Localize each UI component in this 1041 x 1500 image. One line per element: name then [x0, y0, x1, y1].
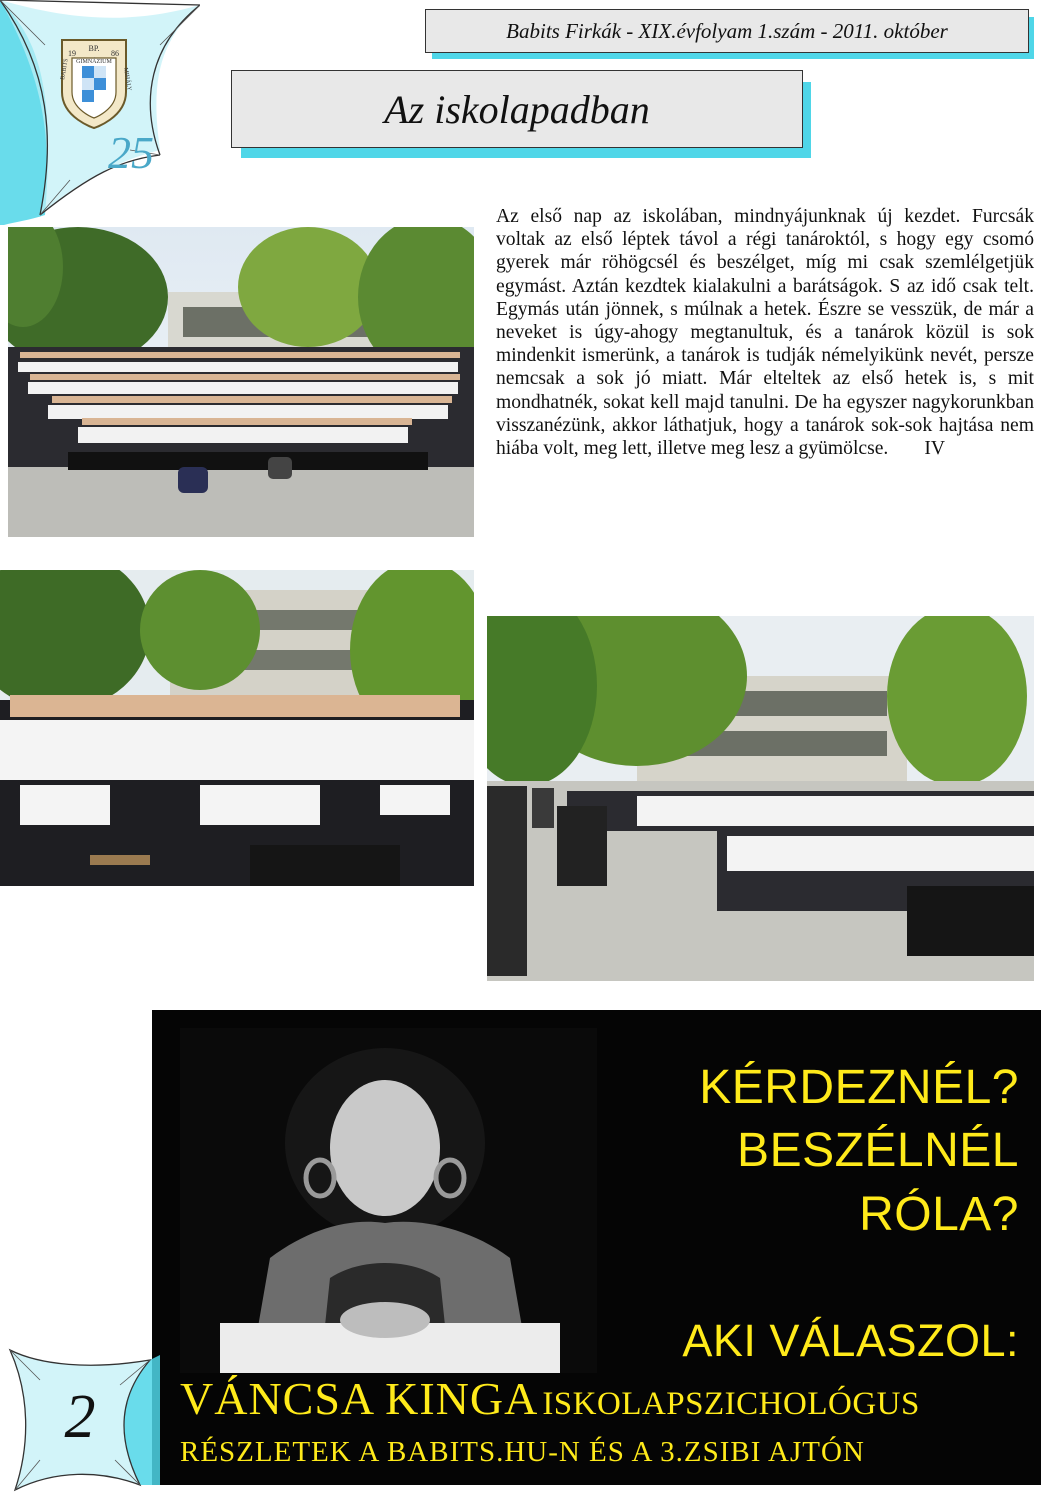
poster-name: VÁNCSA KINGA — [180, 1373, 539, 1424]
page-number: 2 — [64, 1383, 96, 1451]
title-banner — [231, 70, 803, 148]
anniversary-number: 25 — [108, 127, 154, 178]
poster-question-1: KÉRDEZNÉL? — [699, 1061, 1019, 1114]
logo-year-left: 19 — [68, 49, 76, 58]
poster-answer-label: AKI VÁLASZOL: — [682, 1315, 1019, 1366]
photo-crowd-performing — [487, 616, 1034, 981]
issue-line: Babits Firkák - XIX.évfolyam 1.szám - 2011. október — [506, 18, 948, 43]
logo-year-right: 86 — [111, 49, 119, 58]
article-signature: IV — [924, 438, 945, 460]
logo-text-left: BABITS — [60, 58, 70, 81]
article-body — [496, 205, 1034, 460]
poster-role: ISKOLAPSZICHOLÓGUS — [542, 1386, 920, 1422]
photo-dancing-students — [0, 570, 474, 886]
poster-question-2: BESZÉLNÉL — [737, 1124, 1019, 1177]
portrait-photo — [180, 1028, 597, 1373]
logo-text-right: MIHÁLY — [122, 67, 133, 92]
logo-text-center: GIMNÁZIUM — [76, 59, 112, 65]
corner-ornament-top — [0, 0, 200, 225]
page-title: Az iskolapadban — [384, 86, 650, 132]
poster-question-3: RÓLA? — [859, 1188, 1019, 1241]
issue-banner — [425, 9, 1029, 53]
poster-name-line — [180, 1372, 1030, 1425]
article-text: Az első nap az iskolában, mindnyájunknak új kezdet. Furcsák voltak az első léptek távol a régi tanároktól, s hogy egy csomó gyerek már röhögcsél és beszélget, míg mi csak szemlélgetjük egymást. Aztán kezdtek kialakulni a barátságok. S az idő csak telt. Egymás után jönnek, s múlnak a hetek. Észre se vesszük, de már a neveket is úgy-ahogy megtanultuk, és a tanárok közül is sok mindenkit ismerünk, a tanárok is tudják némelyikünk nevét, persze nemcsak a sok jó miatt. Már elteltek az első hetek is, s mit mondhatnék, sokat kell majd tanulni. De ha egyszer nagykorunkban visszanézünk, akkor láthatjuk, hogy a tanárok sok-sok hajtása nem hiába volt, meg lett, illetve meg lesz a gyümölcse. — [496, 206, 1034, 460]
poster-details: RÉSZLETEK A BABITS.HU-N ÉS A 3.ZSIBI AJTÓN — [180, 1436, 865, 1468]
logo-text-top: BP. — [88, 44, 100, 53]
photo-seated-students — [8, 227, 474, 537]
